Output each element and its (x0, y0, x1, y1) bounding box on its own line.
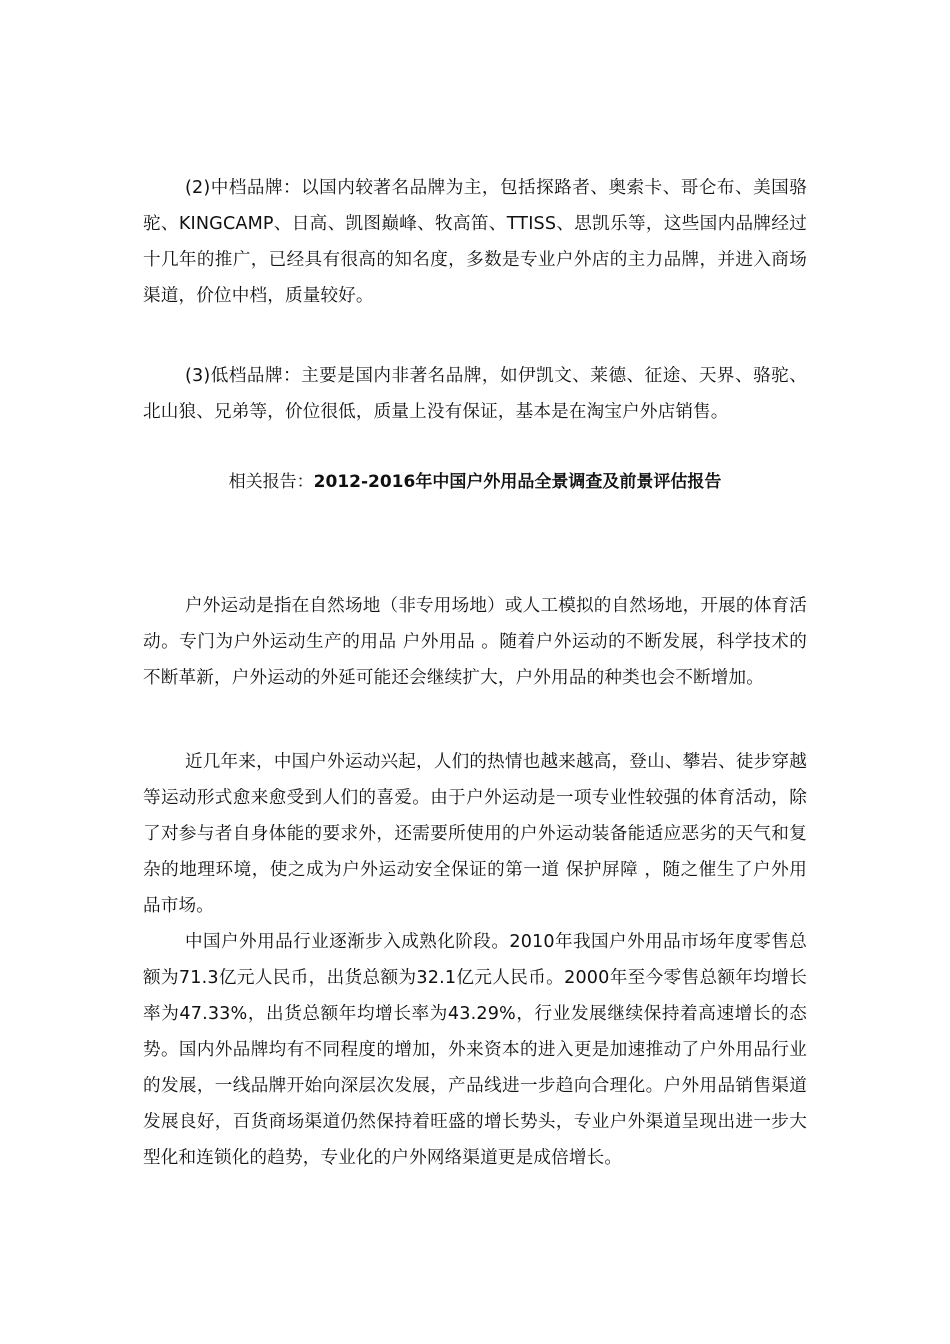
outdoor-definition-paragraph: 户外运动是指在自然场地（非专用场地）或人工模拟的自然场地，开展的体育活动。专门为户外运动生产的用品 户外用品 。随着户外运动的不断发展，科学技术的不断革新，户外运动的外延可能还会继续扩大，户外用品的种类也会不断增加。 (143, 595, 807, 688)
outdoor-trend-paragraph: 近几年来，中国户外运动兴起，人们的热情也越来越高，登山、攀岩、徒步穿越等运动形式愈来愈受到人们的喜爱。由于户外运动是一项专业性较强的体育活动，除了对参与者自身体能的要求外，还需要所使用的户外运动装备能适应恶劣的天气和复杂的地理环境，使之成为户外运动安全保证的第一道 保护屏障 ，随之催生了户外用品市场。 (143, 751, 807, 916)
related-report-title[interactable]: 2012-2016年中国户外用品全景调查及前景评估报告 (313, 472, 722, 492)
related-report-line (0, 470, 950, 494)
market-stats-paragraph: 中国户外用品行业逐渐步入成熟化阶段。2010年我国户外用品市场年度零售总额为71.3亿元人民币，出货总额为32.1亿元人民币。2000年至今零售总额年均增长率为47.33%，出货总额年均增长率为43.29%，行业发展继续保持着高速增长的态势。国内外品牌均有不同程度的增加，外来资本的进入更是加速推动了户外用品行业的发展，一线品牌开始向深层次发展，产品线进一步趋向合理化。户外用品销售渠道发展良好，百货商场渠道仍然保持着旺盛的增长势头，专业户外渠道呈现出进一步大型化和连锁化的趋势，专业化的户外网络渠道更是成倍增长。 (143, 931, 807, 1168)
low-tier-brands-paragraph: (3)低档品牌：主要是国内非著名品牌，如伊凯文、莱德、征途、天界、骆驼、北山狼、兄弟等，价位很低，质量上没有保证，基本是在淘宝户外店销售。 (143, 365, 807, 422)
mid-tier-brands-paragraph: (2)中档品牌：以国内较著名品牌为主，包括探路者、奥索卡、哥仑布、美国骆驼、KINGCAMP、日高、凯图巅峰、牧高笛、TTISS、思凯乐等，这些国内品牌经过十几年的推广，已经具有很高的知名度，多数是专业户外店的主力品牌，并进入商场渠道，价位中档，质量较好。 (143, 177, 807, 306)
related-report-label: 相关报告： (228, 472, 314, 492)
